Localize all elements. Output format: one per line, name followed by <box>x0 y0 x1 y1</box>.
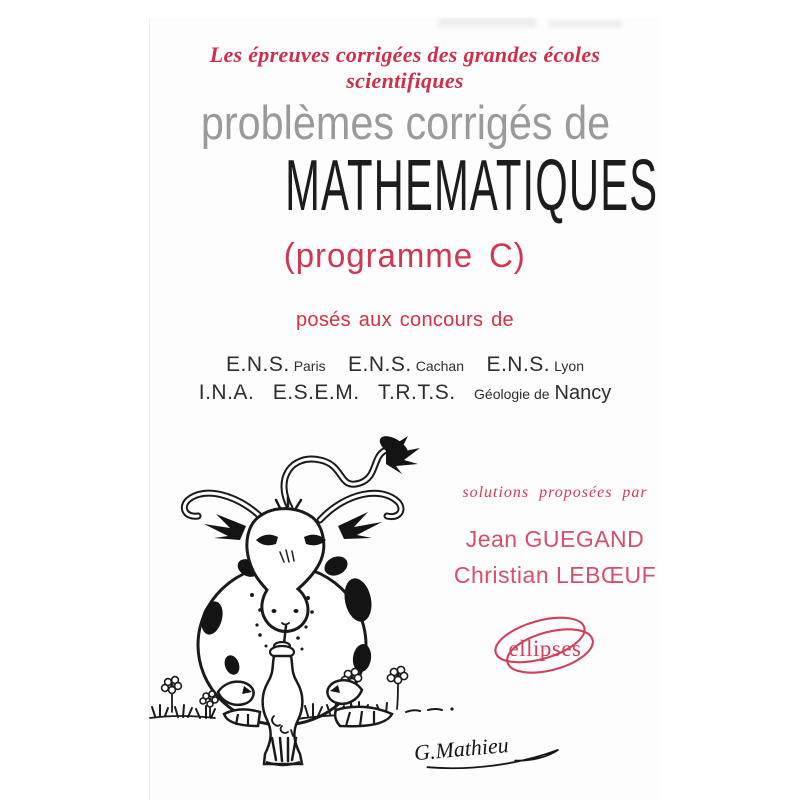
concours-heading: posés aux concours de <box>296 309 514 331</box>
school-acronym: E.S.E.M. <box>272 381 360 404</box>
school-acronym: I.N.A. <box>198 381 255 404</box>
scan-artifact <box>548 20 622 28</box>
title-line-small-text: problèmes corrigés de <box>200 96 610 149</box>
authors-heading: solutions proposées par <box>462 484 648 501</box>
author-name: Christian LEBŒUF <box>453 562 657 588</box>
flower-icon <box>162 677 182 712</box>
subtitle-programme-text: (programme C) <box>283 237 526 275</box>
schools-line-1 <box>150 352 660 380</box>
page-title-text: MATHEMATIQUES <box>285 146 659 226</box>
artist-signature-text: G.Mathieu <box>413 732 510 766</box>
school-acronym: E.N.S. <box>486 353 551 376</box>
flower-icon <box>387 666 407 709</box>
school-city: Cachan <box>415 358 464 374</box>
artist-signature <box>406 722 566 774</box>
school-acronym: E.N.S. <box>348 353 412 376</box>
school-acronym: T.R.T.S. <box>378 381 456 404</box>
school-city: Paris <box>293 358 326 374</box>
school-geo-prefix: Géologie de <box>474 386 550 402</box>
school-acronym: E.N.S. <box>226 353 290 376</box>
subtitle-programme <box>150 237 660 276</box>
schools-line-2 <box>150 380 660 408</box>
series-tagline: Les épreuves corrigées des grandes écoles scientifiques <box>209 42 601 93</box>
authors-section <box>430 483 680 593</box>
school-city: Lyon <box>554 358 584 374</box>
author-name: Jean GUEGAND <box>465 526 645 552</box>
school-geo-city: Nancy <box>554 382 612 404</box>
scan-artifact <box>438 18 536 28</box>
authors-names <box>430 521 680 593</box>
publisher-logo-text: ellipses <box>508 636 582 661</box>
flower-icon <box>200 691 218 717</box>
publisher-ellipses-logo <box>488 610 600 682</box>
page-title <box>150 146 660 226</box>
title-line-small <box>150 96 660 150</box>
schools-list <box>150 352 660 408</box>
